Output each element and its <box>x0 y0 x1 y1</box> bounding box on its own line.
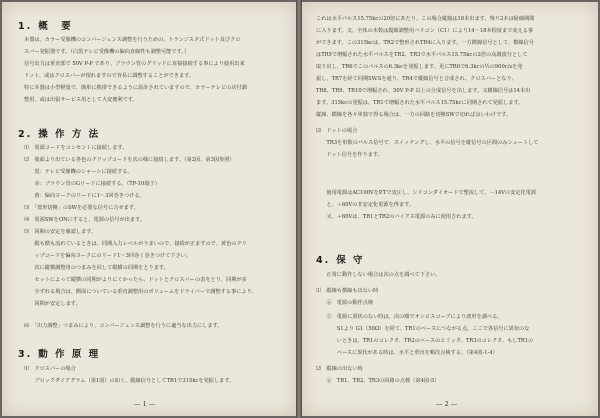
text-line: ⑹ 「出力調整」つまみにより、コンバージェンス調整を行うに適当な出力にします。 <box>24 323 223 329</box>
text-line: ⑷ 電源SWをONにすると、電源の信号が出ます。 <box>24 217 146 223</box>
text-line: 使用電源はAC100VをP.Tで変圧し、シリコンダイオードで整流して、－14Vの安定化電源 <box>316 190 537 196</box>
section-2-heading: 2. 操 作 方 法 <box>18 129 101 140</box>
section-4-heading: 4. 保 守 <box>316 255 365 266</box>
text-line: ドット、或はクロスバーが現れますので容易に調整することができます。 <box>24 73 195 79</box>
page-number: — 1 — <box>134 400 156 408</box>
text-line: ⑵ 後面より出ている各色のクリップコードを次の様に接続します。（第2図、第3図参照） <box>24 157 235 163</box>
text-line: ⑵ ドットの場合 <box>316 128 358 134</box>
text-line: 取り出し、TR6でこのパルスの6.3kcを発振します。更にTR6で6.3kcの½の900c/sを発 <box>316 64 523 70</box>
text-line: ⑤ 電源に異状のない時は、次の順でオシロスコープにより波形を調べる。 <box>316 314 503 320</box>
text-line: ⑴ クロスバーの場合 <box>24 366 76 372</box>
text-line: ⑴ 縦線も横線も出ない時 <box>316 288 379 294</box>
text-line: 黄：偏向ヨークのリードに1～3回巻きつける。 <box>24 193 145 199</box>
text-line: 同期が安定します。 <box>24 301 81 307</box>
text-line: ができます。この315kcは、TR2で整形されTR4に入ります。一方横線信号として、横線信号 <box>316 40 534 46</box>
right-page <box>302 2 598 416</box>
text-line: TR3を単数のパルス信号で、スイッチングし、水平の信号を縦信号の区間のみシュートして <box>316 140 539 146</box>
text-line: 振し、TR7を経て同期SW.Sを通り、TR4で縦線信号と合成され、クロスバーとなり、 <box>316 76 517 82</box>
section-1-heading: 1. 概 要 <box>18 21 73 32</box>
text-line: ⑥ 電源の動作点検 <box>316 300 374 306</box>
text-line: これは水平パルス15.75kcの20倍にあたり、この場合縦線は18本出ます。残り2本は帰線期間 <box>316 16 535 22</box>
text-line: 又、＋60Vは、TR1とTR2のバイアス電源のみに使用されます。 <box>316 214 477 220</box>
text-line: スバー発振器です。（白黒テレビ受像機の偏向直線性も調整可能です。） <box>24 49 190 55</box>
text-line: 縦線、横線を各々単独で得る場合は、一方の回路を切換SWで切れば良いわけです。 <box>316 112 512 118</box>
text-line: 特に本器は小型軽量で、簡単に携帯できるように設計されていますので、カラーテレビの店付調 <box>24 85 247 91</box>
text-line: に入ります。又、全体の本数は縦線調整用バリコン（C1）により14～18本程度まで変える事 <box>316 28 534 34</box>
text-line: セットによって縦横の同期がよりにくかったら、ドットとクロスバーの表をとり、同期が多 <box>24 277 247 283</box>
page-number: — 2 — <box>436 400 458 408</box>
section-3-heading: 3. 動 作 原 理 <box>18 349 101 360</box>
text-line: 少ずれる場合は、側面についている垂直調整用のボリュームをドライバーで調整する事により、 <box>24 289 257 295</box>
text-line: と、＋60Vの非安定化電源を得ます。 <box>316 202 415 208</box>
text-line: ップコードを偏向ヨークにのリード1～3回巻く巻きつけて下さい。 <box>24 253 192 259</box>
text-line: 黒：テレビ受像機のシャーシに接続する。 <box>24 169 133 175</box>
text-line: 正常に動作しない場合は次の点を調べて下さい。 <box>316 272 441 278</box>
text-line: ⑵ 縦線の出ない時 <box>316 366 363 372</box>
text-line: ドット信号を作ります。 <box>316 152 383 158</box>
text-line: ベースに異状がある時は、水平と垂直を順次点検する。（第4図-1-4） <box>316 350 498 356</box>
text-line: ⑸ 同期の安定を確認します。 <box>24 229 97 235</box>
text-line: 次に縦横調整用のつまみを回して縦横の同期をとります。 <box>24 265 169 271</box>
left-page <box>2 2 296 416</box>
text-line: 赤：ブラウン管のGリードに接続する。（TP-10端子） <box>24 181 160 187</box>
text-line: 縦も横も流れているときは、同期入力レベルがうまいので、接続が正ますので、黄色のクリ <box>24 241 247 247</box>
text-line: 本器は、カラー受像機のコンバージェンス調整を行うための、トランジスタ式ドット及びクロ <box>24 37 241 43</box>
text-line: ます。315kcの発振は、TR1で増幅された水平パルス15.75kcに同期されて発振します。 <box>316 100 524 106</box>
text-line: S1より G1（50Ω）を経て、TR1のベースにつながる点。ここで各信号に異状のな <box>316 326 530 332</box>
text-line: 信号出力は垂直部で 50V P-P であり、ブラウン管のグリッドに直接接続する事により使用出来 <box>24 61 245 67</box>
text-line: ブロックダイアグラム（第1図）の如く、縦線信号としてTR1で315kcを発振します。 <box>24 378 235 384</box>
text-line: いときは、TR1のコレクタ、TR2のベースのエミッタ、TR3のコレクタ、もしTR1の <box>316 338 534 344</box>
text-line: 整用、或は出張サービス用として大変便利です。 <box>24 97 138 103</box>
text-line: ⑴ 電源コードをコンセントに接続します。 <box>24 145 128 151</box>
text-line: はTR5で増幅された水平パルスをTR2、TR3で水平パルス15.75kcの2倍の高調波分として <box>316 52 528 58</box>
text-line: TR8、TR9、TR10で増幅され、50V P-P 以上の合成信号を出します。又横線信号は14本出 <box>316 88 531 94</box>
text-line: ⑶ 「置形切換」のSWを必要な信号に合せます。 <box>24 205 139 211</box>
text-line: ⑥ TR1、TR2、TR3の回路の点検（第4図-5） <box>316 378 440 384</box>
